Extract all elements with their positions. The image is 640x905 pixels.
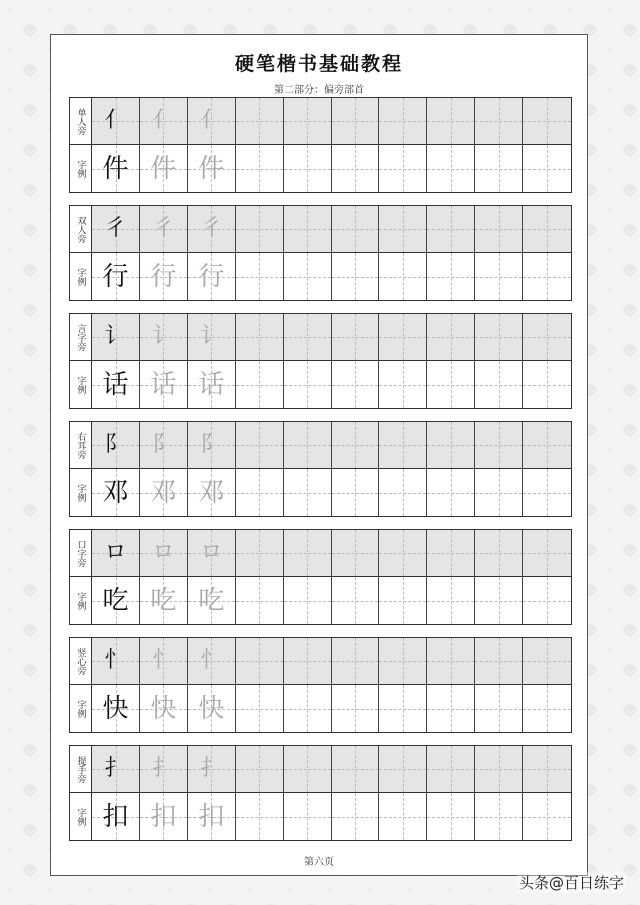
radical-glyph: 忄 xyxy=(104,648,127,673)
writing-grid xyxy=(92,98,571,192)
radical-name-label: 言字旁 xyxy=(70,314,91,361)
grid-cell[interactable] xyxy=(284,746,332,792)
label-column xyxy=(70,530,92,624)
writing-grid xyxy=(92,206,571,300)
radical-row xyxy=(92,314,571,361)
grid-cell[interactable] xyxy=(284,685,332,732)
grid-cell[interactable] xyxy=(284,361,332,408)
grid-cell[interactable] xyxy=(188,577,236,624)
radical-glyph-trace: 忄 xyxy=(152,648,175,673)
grid-cell[interactable] xyxy=(332,638,380,684)
grid-cell[interactable] xyxy=(140,314,188,360)
label-column xyxy=(70,314,92,408)
grid-cell[interactable] xyxy=(92,530,140,576)
grid-cell[interactable] xyxy=(523,793,571,840)
grid-cell[interactable] xyxy=(236,793,284,840)
grid-cell[interactable] xyxy=(236,145,284,192)
grid-cell[interactable] xyxy=(332,361,380,408)
source-watermark: 头条@百日练字 xyxy=(518,874,624,892)
grid-cell[interactable] xyxy=(236,206,284,252)
example-glyph-trace: 邓 xyxy=(198,477,225,508)
grid-cell[interactable] xyxy=(475,530,523,576)
grid-cell[interactable] xyxy=(140,469,188,516)
radical-row xyxy=(92,638,571,685)
radical-name-label: 竖心旁 xyxy=(70,638,91,685)
grid-cell[interactable] xyxy=(92,685,140,732)
example-row xyxy=(92,685,571,732)
grid-cell[interactable] xyxy=(332,469,380,516)
grid-cell[interactable] xyxy=(427,746,475,792)
grid-cell[interactable] xyxy=(427,530,475,576)
radical-glyph: 扌 xyxy=(104,756,127,781)
example-glyph-trace: 话 xyxy=(150,369,177,400)
grid-cell[interactable] xyxy=(427,685,475,732)
grid-cell[interactable] xyxy=(284,314,332,360)
radical-name-label: 右耳旁 xyxy=(70,422,91,469)
example-row xyxy=(92,469,571,516)
grid-cell[interactable] xyxy=(379,469,427,516)
grid-cell[interactable] xyxy=(379,98,427,144)
example-glyph: 吃 xyxy=(102,585,129,616)
grid-cell[interactable] xyxy=(140,98,188,144)
practice-blocks xyxy=(69,97,573,853)
radical-glyph-trace: 忄 xyxy=(200,648,223,673)
grid-cell[interactable] xyxy=(284,793,332,840)
grid-cell[interactable] xyxy=(332,685,380,732)
example-glyph-trace: 快 xyxy=(198,693,225,724)
grid-cell[interactable] xyxy=(379,793,427,840)
grid-cell[interactable] xyxy=(332,253,380,300)
grid-cell[interactable] xyxy=(427,638,475,684)
radical-glyph: 阝 xyxy=(104,432,127,457)
example-label: 字例 xyxy=(75,807,86,826)
grid-cell[interactable] xyxy=(427,361,475,408)
grid-cell[interactable] xyxy=(188,253,236,300)
grid-cell[interactable] xyxy=(92,314,140,360)
grid-cell[interactable] xyxy=(92,746,140,792)
radical-block xyxy=(69,313,572,409)
grid-cell[interactable] xyxy=(523,98,571,144)
label-column xyxy=(70,746,92,840)
grid-cell[interactable] xyxy=(140,793,188,840)
grid-cell[interactable] xyxy=(475,253,523,300)
grid-cell[interactable] xyxy=(284,422,332,468)
example-row xyxy=(92,361,571,408)
example-label: 字例 xyxy=(75,267,86,286)
example-glyph-trace: 吃 xyxy=(150,585,177,616)
grid-cell[interactable] xyxy=(427,253,475,300)
grid-cell[interactable] xyxy=(523,577,571,624)
page-title: 硬笔楷书基础教程 xyxy=(234,53,403,75)
grid-cell[interactable] xyxy=(475,685,523,732)
writing-grid xyxy=(92,638,571,732)
grid-cell[interactable] xyxy=(236,530,284,576)
radical-block xyxy=(69,637,572,733)
writing-grid xyxy=(92,746,571,840)
example-glyph: 扣 xyxy=(102,801,129,832)
grid-cell[interactable] xyxy=(523,422,571,468)
grid-cell[interactable] xyxy=(332,577,380,624)
grid-cell[interactable] xyxy=(188,314,236,360)
grid-cell[interactable] xyxy=(92,98,140,144)
grid-cell[interactable] xyxy=(140,638,188,684)
grid-cell[interactable] xyxy=(188,469,236,516)
writing-grid xyxy=(92,422,571,516)
grid-cell[interactable] xyxy=(523,746,571,792)
grid-cell[interactable] xyxy=(379,361,427,408)
practice-sheet xyxy=(50,34,588,876)
grid-cell[interactable] xyxy=(523,638,571,684)
page-subtitle: 第二部分：偏旁部首 xyxy=(274,85,364,96)
grid-cell[interactable] xyxy=(92,361,140,408)
grid-cell[interactable] xyxy=(475,469,523,516)
grid-cell[interactable] xyxy=(236,422,284,468)
example-label: 字例 xyxy=(75,699,86,718)
radical-row xyxy=(92,530,571,577)
grid-cell[interactable] xyxy=(475,314,523,360)
radical-row xyxy=(92,746,571,793)
grid-cell[interactable] xyxy=(475,793,523,840)
grid-cell[interactable] xyxy=(475,422,523,468)
radical-glyph: 彳 xyxy=(104,216,127,241)
grid-cell[interactable] xyxy=(523,469,571,516)
example-glyph-trace: 快 xyxy=(150,693,177,724)
grid-cell[interactable] xyxy=(332,746,380,792)
grid-cell[interactable] xyxy=(523,685,571,732)
radical-glyph-trace: 讠 xyxy=(200,324,223,349)
example-glyph-trace: 扣 xyxy=(198,801,225,832)
grid-cell[interactable] xyxy=(284,145,332,192)
grid-cell[interactable] xyxy=(236,577,284,624)
writing-grid xyxy=(92,530,571,624)
radical-glyph-trace: ロ xyxy=(152,540,175,565)
radical-name-label: 提手旁 xyxy=(70,746,91,793)
grid-cell[interactable] xyxy=(284,530,332,576)
grid-cell[interactable] xyxy=(92,206,140,252)
grid-cell[interactable] xyxy=(284,577,332,624)
grid-cell[interactable] xyxy=(427,793,475,840)
grid-cell[interactable] xyxy=(236,314,284,360)
grid-cell[interactable] xyxy=(92,422,140,468)
example-glyph: 邓 xyxy=(102,477,129,508)
grid-cell[interactable] xyxy=(92,793,140,840)
grid-cell[interactable] xyxy=(188,685,236,732)
example-glyph-trace: 行 xyxy=(198,261,225,292)
label-column xyxy=(70,206,92,300)
grid-cell[interactable] xyxy=(188,145,236,192)
grid-cell[interactable] xyxy=(284,638,332,684)
grid-cell[interactable] xyxy=(379,685,427,732)
radical-glyph-trace: 扌 xyxy=(152,756,175,781)
grid-cell[interactable] xyxy=(379,422,427,468)
grid-cell[interactable] xyxy=(427,422,475,468)
radical-name-label: 双人旁 xyxy=(70,206,91,253)
grid-cell[interactable] xyxy=(332,145,380,192)
radical-glyph-trace: 阝 xyxy=(200,432,223,457)
radical-block xyxy=(69,205,572,301)
example-row xyxy=(92,793,571,840)
grid-cell[interactable] xyxy=(379,145,427,192)
example-label: 字例 xyxy=(75,591,86,610)
grid-cell[interactable] xyxy=(236,746,284,792)
example-glyph-trace: 话 xyxy=(198,369,225,400)
grid-cell[interactable] xyxy=(427,469,475,516)
example-row xyxy=(92,145,571,192)
grid-cell[interactable] xyxy=(236,98,284,144)
grid-cell[interactable] xyxy=(379,577,427,624)
grid-cell[interactable] xyxy=(188,793,236,840)
example-glyph-trace: 行 xyxy=(150,261,177,292)
grid-cell[interactable] xyxy=(188,530,236,576)
example-glyph: 件 xyxy=(102,153,129,184)
grid-cell[interactable] xyxy=(188,638,236,684)
grid-cell[interactable] xyxy=(379,206,427,252)
label-column xyxy=(70,638,92,732)
label-column xyxy=(70,422,92,516)
grid-cell[interactable] xyxy=(236,469,284,516)
grid-cell[interactable] xyxy=(284,469,332,516)
grid-cell[interactable] xyxy=(427,145,475,192)
radical-block xyxy=(69,745,572,841)
radical-name-label: 口字旁 xyxy=(70,530,91,577)
grid-cell[interactable] xyxy=(379,253,427,300)
grid-cell[interactable] xyxy=(140,145,188,192)
grid-cell[interactable] xyxy=(332,530,380,576)
grid-cell[interactable] xyxy=(188,206,236,252)
radical-glyph: 亻 xyxy=(104,108,127,133)
grid-cell[interactable] xyxy=(284,253,332,300)
grid-cell[interactable] xyxy=(475,206,523,252)
grid-cell[interactable] xyxy=(188,422,236,468)
grid-cell[interactable] xyxy=(379,530,427,576)
grid-cell[interactable] xyxy=(140,577,188,624)
example-glyph: 话 xyxy=(102,369,129,400)
radical-glyph: 讠 xyxy=(104,324,127,349)
radical-row xyxy=(92,98,571,145)
radical-glyph: ロ xyxy=(104,540,127,565)
grid-cell[interactable] xyxy=(188,361,236,408)
grid-cell[interactable] xyxy=(236,638,284,684)
grid-cell[interactable] xyxy=(427,577,475,624)
page-number: 第六页 xyxy=(304,857,334,868)
example-label: 字例 xyxy=(75,159,86,178)
grid-cell[interactable] xyxy=(332,422,380,468)
radical-row xyxy=(92,206,571,253)
writing-grid xyxy=(92,314,571,408)
example-label: 字例 xyxy=(75,375,86,394)
grid-cell[interactable] xyxy=(475,577,523,624)
example-glyph-trace: 邓 xyxy=(150,477,177,508)
radical-glyph-trace: 亻 xyxy=(200,108,223,133)
grid-cell[interactable] xyxy=(92,638,140,684)
grid-cell[interactable] xyxy=(523,314,571,360)
radical-row xyxy=(92,422,571,469)
example-row xyxy=(92,577,571,624)
grid-cell[interactable] xyxy=(236,685,284,732)
grid-cell[interactable] xyxy=(188,98,236,144)
grid-cell[interactable] xyxy=(475,98,523,144)
grid-cell[interactable] xyxy=(92,577,140,624)
example-row xyxy=(92,253,571,300)
grid-cell[interactable] xyxy=(284,206,332,252)
radical-glyph-trace: 彳 xyxy=(152,216,175,241)
grid-cell[interactable] xyxy=(140,206,188,252)
grid-cell[interactable] xyxy=(379,314,427,360)
grid-cell[interactable] xyxy=(140,361,188,408)
radical-glyph-trace: ロ xyxy=(200,540,223,565)
example-glyph: 行 xyxy=(102,261,129,292)
example-label: 字例 xyxy=(75,483,86,502)
grid-cell[interactable] xyxy=(140,253,188,300)
example-glyph-trace: 件 xyxy=(198,153,225,184)
grid-cell[interactable] xyxy=(523,361,571,408)
grid-cell[interactable] xyxy=(379,638,427,684)
example-glyph-trace: 件 xyxy=(150,153,177,184)
radical-glyph-trace: 扌 xyxy=(200,756,223,781)
grid-cell[interactable] xyxy=(523,253,571,300)
grid-cell[interactable] xyxy=(140,422,188,468)
example-glyph-trace: 扣 xyxy=(150,801,177,832)
radical-glyph-trace: 亻 xyxy=(152,108,175,133)
grid-cell[interactable] xyxy=(332,793,380,840)
grid-cell[interactable] xyxy=(92,469,140,516)
grid-cell[interactable] xyxy=(379,746,427,792)
grid-cell[interactable] xyxy=(523,206,571,252)
grid-cell[interactable] xyxy=(475,361,523,408)
grid-cell[interactable] xyxy=(523,530,571,576)
radical-glyph-trace: 阝 xyxy=(152,432,175,457)
grid-cell[interactable] xyxy=(332,98,380,144)
grid-cell[interactable] xyxy=(427,206,475,252)
label-column xyxy=(70,98,92,192)
example-glyph: 快 xyxy=(102,693,129,724)
grid-cell[interactable] xyxy=(475,145,523,192)
grid-cell[interactable] xyxy=(92,145,140,192)
radical-glyph-trace: 彳 xyxy=(200,216,223,241)
grid-cell[interactable] xyxy=(140,530,188,576)
grid-cell[interactable] xyxy=(332,314,380,360)
grid-cell[interactable] xyxy=(236,361,284,408)
example-glyph-trace: 吃 xyxy=(198,585,225,616)
grid-cell[interactable] xyxy=(92,253,140,300)
grid-cell[interactable] xyxy=(332,206,380,252)
grid-cell[interactable] xyxy=(475,638,523,684)
radical-glyph-trace: 讠 xyxy=(152,324,175,349)
grid-cell[interactable] xyxy=(188,746,236,792)
grid-cell[interactable] xyxy=(427,314,475,360)
radical-name-label: 单人旁 xyxy=(70,98,91,145)
radical-block xyxy=(69,421,572,517)
grid-cell[interactable] xyxy=(523,145,571,192)
grid-cell[interactable] xyxy=(140,746,188,792)
grid-cell[interactable] xyxy=(427,98,475,144)
radical-block xyxy=(69,529,572,625)
grid-cell[interactable] xyxy=(236,253,284,300)
radical-block xyxy=(69,97,572,193)
grid-cell[interactable] xyxy=(140,685,188,732)
grid-cell[interactable] xyxy=(284,98,332,144)
grid-cell[interactable] xyxy=(475,746,523,792)
